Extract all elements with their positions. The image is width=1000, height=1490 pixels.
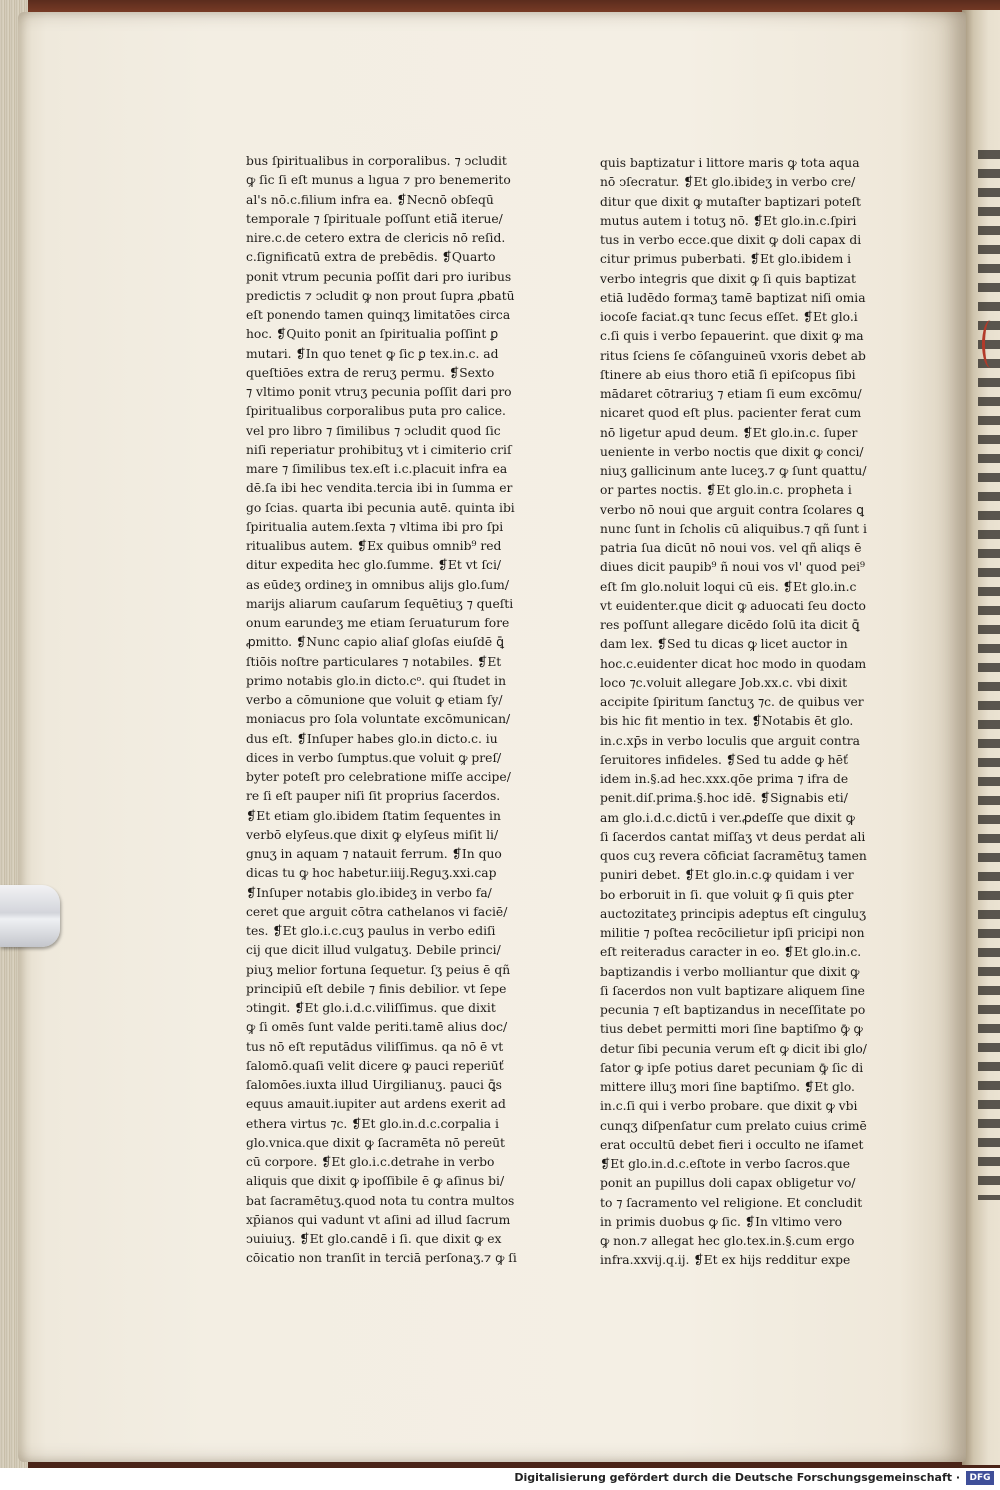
right-column-line: iocoſe faciat.qꝛ tunc ſecus eſſet. ❡Et glo.i xyxy=(600,310,858,324)
right-column-line: or partes noctis. ❡Et glo.in.c. propheta i xyxy=(600,483,852,498)
left-column-line: mare ⁊ ſimilibus tex.eſt i.c.placuit infra ea xyxy=(246,462,508,476)
left-column-line: aliquis que dixit ꝙ ipoſſibile ē ꝙ aſinus bi/ xyxy=(246,1174,505,1189)
left-column-line: ditur expedita hec glo.ſumme. ❡Et vt ſci/ xyxy=(246,558,502,573)
left-column-line: mutari. ❡In quo tenet ꝙ ſic ꝑ tex.in.c. ad xyxy=(246,346,499,361)
right-column-line: pecunia ⁊ eſt baptizandus in neceſſitate po xyxy=(600,1003,866,1017)
right-column-line: bis hic fit mentio in tex. ❡Notabis ēt glo. xyxy=(600,714,854,729)
right-column-line: idem in.§.ad hec.xxx.qōe prima ⁊ ifra de xyxy=(600,772,849,786)
left-column-line: temporale ⁊ ſpirituale poſſunt etiã̄ iterue/ xyxy=(246,211,503,226)
left-column-line: bus ſpiritualibus in corporalibus. ⁊ ↄcludit xyxy=(246,154,507,168)
left-column-line: ritualibus autem. ❡Ex quibus omnib⁹ red xyxy=(246,539,502,553)
right-column-line: nō ↄſecratur. ❡Et glo.ibideʒ in verbo cre/ xyxy=(600,175,856,190)
left-text-column xyxy=(246,152,568,1269)
right-column-line: ueniente in verbo noctis que dixit ꝙ conci/ xyxy=(600,444,864,459)
right-column-line: c.ſi quis i verbo ſepauerint. que dixit ꝙ ma xyxy=(600,329,864,344)
left-column-line: cōicatio non tranſit in terciā perſonaʒ.⁊ ꝙ ſi xyxy=(246,1251,517,1266)
right-column-line: mittere illuʒ mori ſine baptiſmo. ❡Et glo. xyxy=(600,1080,855,1094)
right-text-column xyxy=(600,154,922,1271)
left-column-line: nire.c.de cetero extra de clericis nō reſid. xyxy=(246,231,506,245)
left-column-line: ꝓmitto. ❡Nunc capio aliaſ gloſas eiuſdē ꝗ̄ xyxy=(246,635,504,650)
right-column-line: to ⁊ ſacramento vel religione. Et concludit xyxy=(600,1195,863,1210)
right-column-line: ſtinere ab eius thoro etiã̄ ſi epiſcopus ſibi xyxy=(600,367,856,382)
left-column-line: ❡Inſuper notabis glo.ibideʒ in verbo fa/ xyxy=(246,885,492,900)
left-column-line: ꝙ ſic ſi eſt munus a lıgua ⁊ pro benemerito xyxy=(246,173,511,188)
right-column-line: nunc ſunt in ſcholis cū aliquibus.⁊ qñ ſunt i xyxy=(600,521,867,536)
right-column-line: tius debet permitti mori ſine baptiſmo ꝙ̄ ꝙ xyxy=(600,1022,863,1037)
right-column-line: mutus autem i totuʒ nō. ❡Et glo.in.c.ſpiri xyxy=(600,213,857,228)
left-column-line: tes. ❡Et glo.i.c.cuʒ paulus in verbo ediſi xyxy=(246,924,496,938)
left-column-line: dē.ſa ibi hec vendita.tercia ibi in ſumma er xyxy=(246,481,513,496)
right-column-line: patria ſua dicūt nō noui vos. vel qñ aliqs ē xyxy=(600,541,862,555)
left-column-line: ſalomōes.iuxta illud Uirgilianuʒ. pauci ꝗ̄s xyxy=(246,1078,502,1092)
left-column-line: principiū eſt debile ⁊ finis debilior. vt ſepe xyxy=(246,981,507,996)
left-column-line: as eūdeʒ ordineʒ in omnibus alijs glo.ſum/ xyxy=(246,577,509,592)
left-column-line: ſpiritualia autem.ſexta ⁊ vltima ibi pro ſpi xyxy=(246,519,504,534)
right-column-line: ❡Et glo.in.d.c.eſtote in verbo ſacros.que xyxy=(600,1157,851,1171)
left-column-line: glo.vnica.que dixit ꝙ ſacramēta nō pereūt xyxy=(246,1135,505,1150)
right-column-line: eſt ſm glo.noluit loqui cū eis. ❡Et glo.in.c xyxy=(600,579,857,594)
left-column-line: primo notabis glo.in dicto.cᵒ. qui ſtudet in xyxy=(246,673,507,688)
footer-bar xyxy=(0,1468,1000,1490)
right-column-line: puniri debet. ❡Et glo.in.c.ꝙ quidam i ver xyxy=(600,868,854,883)
right-column-line: bo erboruit in ſi. que voluit ꝙ ſi quis ꝑter xyxy=(600,887,854,902)
left-column-line: niſi reperiatur prohibituʒ vt i cimiterio criſ xyxy=(246,442,512,457)
left-column-line: gnuʒ in aquam ⁊ natauit ferrum. ❡In quo xyxy=(246,847,502,861)
right-column-line: ſi ſacerdos cantat miſſaʒ vt deus perdat ali xyxy=(600,829,866,844)
left-column-line: ſtiōis noſtre particulares ⁊ notabiles. ❡Et xyxy=(246,654,502,669)
left-column-line: cij que dicit illud vulgatuʒ. Debile princi/ xyxy=(246,943,501,958)
right-column-line: in.c.xp̄s in verbo loculis que arguit contra xyxy=(600,733,860,748)
left-column-line: al's nō.c.filium infra ea. ❡Necnō obſeqū xyxy=(246,192,494,207)
right-column-line: in.c.ſi qui i verbo probare. que dixit ꝙ vbi xyxy=(600,1099,858,1114)
left-column-line: equus amauit.iupiter aut ardens exerit ad xyxy=(246,1097,506,1112)
left-column-line: xp̄ianos qui vadunt vt aſini ad illud ſacrum xyxy=(246,1212,511,1227)
left-column-line: ❡Et etiam glo.ibidem ſtatim ſequentes in xyxy=(246,808,501,823)
page-clip xyxy=(0,885,60,947)
left-column-line: cū corpore. ❡Et glo.i.c.detrahe in verbo xyxy=(246,1155,495,1169)
left-column-line: vel pro libro ⁊ ſimilibus ⁊ ↄcludit quod ſic xyxy=(246,423,501,438)
right-column-line: quis baptizatur i littore maris ꝙ tota aqua xyxy=(600,156,860,170)
right-column-line: nicaret quod eſt plus. pacienter ferat cum xyxy=(600,406,862,421)
left-column-line: ponit vtrum pecunia poſſit dari pro iuribus xyxy=(246,269,512,284)
right-column-line: tus in verbo ecce.que dixit ꝙ doli capax di xyxy=(600,233,862,247)
left-column-line: eſt ponendo tamen quinqʒ limitatōes circa xyxy=(246,308,511,322)
left-column-line: ceret que arguit cōtra cathelanos vi faciē/ xyxy=(246,904,508,919)
right-column-line: baptizandis i verbo molliantur que dixit ꝙ xyxy=(600,964,860,979)
left-column-line: c.ſignificatū extra de prebēdis. ❡Quarto xyxy=(246,250,496,265)
left-column-line: byter poteſt pro celebratione miſſe accipe/ xyxy=(246,770,511,784)
left-column-line: verbō elyſeus.que dixit ꝙ elyſeus miſit li/ xyxy=(246,827,499,842)
left-column-line: verbo a cōmunione que voluit ꝙ etiam ſy/ xyxy=(246,693,503,707)
left-column-line: tus nō eſt reputādus viliſſimus. qa nō ē vt xyxy=(246,1039,504,1054)
right-column-line: loco ⁊c.voluit allegare Job.xx.c. vbi dixit xyxy=(600,675,848,690)
right-column-line: dam lex. ❡Sed tu dicas ꝙ licet auctor in xyxy=(600,637,848,652)
left-column-line: piuʒ melior fortuna ſequetur. ſʒ peius ē qñ xyxy=(246,962,511,977)
left-column-line: moniacus pro ſola voluntate excōmunican/ xyxy=(246,712,511,727)
left-column-line: ethera virtus ⁊c. ❡Et glo.in.d.c.corpalia i xyxy=(246,1116,499,1131)
left-column-line: ↄtingit. ❡Et glo.i.d.c.viliſſimus. que dixit xyxy=(246,1001,496,1015)
facing-page-rubric xyxy=(982,320,999,368)
right-column-line: militie ⁊ poſtea recōcilietur ipſi pricipi non xyxy=(600,926,865,940)
left-column-line: ſpiritualibus corporalibus puta pro calice. xyxy=(246,404,506,419)
right-column-line: ditur que dixit ꝙ mutaſter baptizari poteſt xyxy=(600,194,861,209)
left-column-line: dicas tu ꝙ hoc habetur.iiij.Reguʒ.xxi.cap xyxy=(246,866,497,881)
right-column-line: ritus ſciens ſe cōſanguineū vxoris debet ab xyxy=(600,348,866,363)
right-column-line: quos cuʒ revera cōficiat ſacramētuʒ tamen xyxy=(600,849,867,863)
right-column-line: detur ſibi pecunia verum eſt ꝙ dicit ibi glo/ xyxy=(600,1041,867,1056)
right-column-line: res poſſunt allegare dicēdo ſolū ita dicit ꝗ̄ xyxy=(600,618,860,632)
right-column-line: am glo.i.d.c.dictū i ver.ꝓdeſſe que dixit ꝙ xyxy=(600,810,855,825)
left-column-line: queſtiōes extra de reruʒ permu. ❡Sexto xyxy=(246,365,495,380)
right-column-line: auctozitateʒ principis adeptus eſt cinguluʒ xyxy=(600,906,867,921)
right-column-line: etiā ludēdo formaʒ tamē baptizat niſi omia xyxy=(600,290,866,305)
footer-credit: Digitalisierung gefördert durch die Deutsche Forschungsgemeinschaft · xyxy=(514,1471,960,1484)
right-column-line: ꝙ non.⁊ allegat hec glo.tex.in.§.cum ergo xyxy=(600,1234,855,1248)
right-column-line: erat occultū debet fieri i occulto ne iſamet xyxy=(600,1137,864,1152)
left-column-line: marijs aliarum cauſarum ſequētiuʒ ⁊ queſti xyxy=(246,596,514,611)
right-column-line: accipite ſpiritum ſanctuʒ ⁊c. de quibus ver xyxy=(600,695,864,709)
right-column-line: diues dicit paupib⁹ ñ noui vos vl' quod pei⁹ xyxy=(600,560,865,575)
right-column-line: nō ligetur apud deum. ❡Et glo.in.c. ſuper xyxy=(600,425,858,440)
right-column-line: infra.xxvij.q.ij. ❡Et ex hijs redditur expe xyxy=(600,1253,851,1268)
left-column-line: dices in verbo ſumptus.que voluit ꝙ preſ/ xyxy=(246,750,502,765)
left-column-line: re ſi eſt pauper niſi ſit proprius ſacerdos. xyxy=(246,789,501,804)
right-column-line: ſeruitores infideles. ❡Sed tu adde ꝙ hēť xyxy=(600,752,848,767)
left-column-line: ↄuiuiuʒ. ❡Et glo.candē i ſi. que dixit ꝙ ex xyxy=(246,1232,502,1246)
right-column-line: penit.diſ.prima.§.hoc idē. ❡Signabis eti/ xyxy=(600,791,848,806)
right-column-line: cunqʒ diſpenſatur cum prelato cuius crimē xyxy=(600,1118,867,1133)
left-column-line: ⁊ vltimo ponit vtruʒ pecunia poſſit dari pro xyxy=(246,385,512,399)
dfg-logo: DFG xyxy=(966,1471,994,1485)
right-column-line: in primis duobus ꝙ ſic. ❡In vltimo vero xyxy=(600,1214,843,1229)
left-column-line: predictis ⁊ ↄcludit ꝙ non prout ſupra ꝓbatū xyxy=(246,288,515,303)
right-column-line: ſator ꝙ ipſe potius daret pecuniam ꝙ̄ ſic di xyxy=(600,1060,864,1075)
left-column-line: ꝙ ſi omēs ſunt valde periti.tamē alius doc/ xyxy=(246,1020,508,1035)
right-column-line: vt euidenter.que dicit ꝙ aduocati ſeu docto xyxy=(600,598,866,613)
right-column-line: mādaret cōtrariuʒ ⁊ etiam ſi eum excōmu/ xyxy=(600,387,862,401)
left-column-line: onum earundeʒ me etiam ſeruaturum fore xyxy=(246,616,510,630)
left-column-line: go ſcias. quarta ibi pecunia autē. quinta ibi xyxy=(246,500,515,515)
right-column-line: hoc.c.euidenter dicat hoc modo in quodam xyxy=(600,656,867,671)
left-column-line: dus eſt. ❡Inſuper habes glo.in dicto.c. iu xyxy=(246,731,498,746)
right-column-line: verbo integris que dixit ꝙ ſi quis baptizat xyxy=(600,271,856,286)
right-column-line: ſi ſacerdos non vult baptizare aliquem ſine xyxy=(600,983,865,998)
right-column-line: citur primus puberbati. ❡Et glo.ibidem i xyxy=(600,252,852,267)
right-column-line: eſt reiteradus caracter in eo. ❡Et glo.in.c. xyxy=(600,945,862,960)
left-column-line: ſalomō.quaſi velit dicere ꝙ pauci reperiūť xyxy=(246,1058,504,1073)
left-column-line: bat ſacramētuʒ.quod nota tu contra multos xyxy=(246,1193,515,1208)
left-column-line: hoc. ❡Quito ponit an ſpiritualia poſſint ꝑ xyxy=(246,327,499,342)
right-column-line: verbo nō noui que arguit contra ſcolares ꝗ xyxy=(600,502,864,517)
right-column-line: niuʒ gallicinum ante luceʒ.⁊ ꝙ ſunt quattu/ xyxy=(600,464,867,478)
right-column-line: ponit an pupillus doli capax obligetur vo/ xyxy=(600,1176,856,1191)
facing-page-text xyxy=(978,150,1000,1200)
